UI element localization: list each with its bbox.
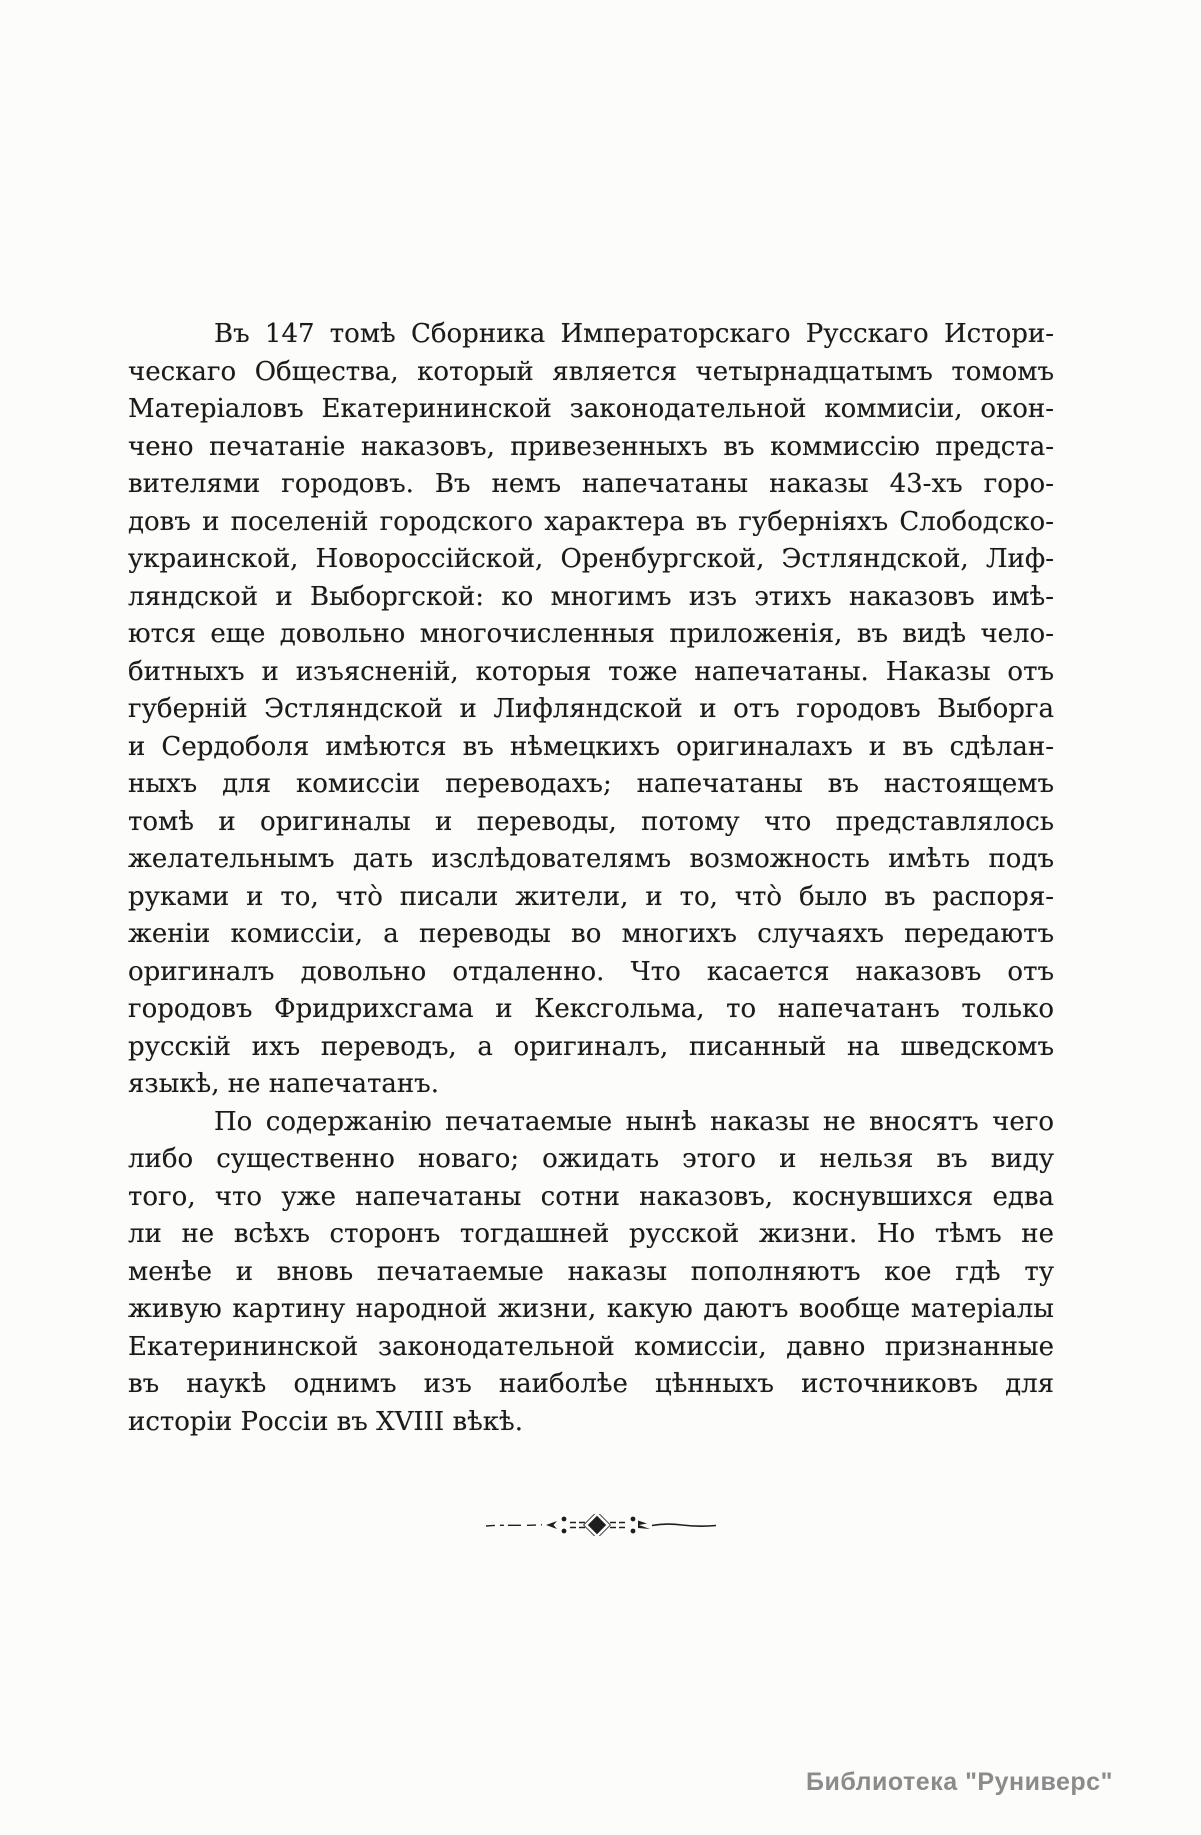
text-line: украинской, Новороссійской, Оренбургской, Эстляндской, Лиф- [128,544,1054,574]
text-line: вителями городовъ. Въ немъ напечатаны наказы 43-хъ горо- [128,469,1054,499]
text-line: исторіи Россіи въ XVIII вѣкѣ. [128,1406,523,1437]
printer-flourish-divider-icon [485,1521,717,1540]
text-line: желательнымъ дать изслѣдователямъ возможность имѣть подъ [128,844,1054,874]
text-line: По содержанію печатаемые нынѣ наказы не вносятъ чего [214,1106,1054,1137]
library-watermark: Библиотека "Руниверс" [806,1768,1113,1796]
text-line: ли не всѣхъ сторонъ тогдашней русской жизни. Но тѣмъ не [128,1219,1054,1249]
text-line: либо существенно новаго; ожидать этого и нельзя въ виду [128,1144,1054,1174]
body-text [128,316,1054,1441]
text-line: Матеріаловъ Екатерининской законодательной коммисіи, окон- [128,394,1054,424]
text-line: въ наукѣ однимъ изъ наиболѣе цѣнныхъ источниковъ для [128,1369,1054,1399]
text-line: женіи комиссіи, а переводы во многихъ случаяхъ передаютъ [128,919,1054,949]
section-divider [0,1514,1201,1540]
text-line: русскій ихъ переводъ, а оригиналъ, писанный на шведскомъ [128,1031,1054,1062]
text-line: довъ и поселеній городского характера въ губерніяхъ Слободско- [128,506,1054,537]
text-line: менѣе и вновь печатаемые наказы пополняютъ кое гдѣ ту [128,1256,1054,1287]
text-line: губерній Эстляндской и Лифляндской и отъ городовъ Выборга [128,694,1054,724]
text-line: ныхъ для комиссіи переводахъ; напечатаны въ настоящемъ [128,769,1054,799]
text-line: языкѣ, не напечатанъ. [128,1069,439,1099]
text-line: того, что уже напечатаны сотни наказовъ, коснувшихся едва [128,1181,1054,1212]
text-line: ляндской и Выборгской: ко многимъ изъ этихъ наказовъ имѣ- [128,581,1054,612]
text-line: ческаго Общества, который является четырнадцатымъ томомъ [128,356,1054,387]
text-line: оригиналъ довольно отдаленно. Что касается наказовъ отъ [128,956,1054,987]
text-line: Екатерининской законодательной комиссіи, давно признанные [128,1331,1054,1362]
text-line: и Сердоболя имѣются въ нѣмецкихъ оригиналахъ и въ сдѣлан- [128,731,1054,762]
text-line: Въ 147 томѣ Сборника Императорскаго Русскаго Истори- [214,319,1054,349]
text-line: томѣ и оригиналы и переводы, потому что представлялось [128,806,1054,837]
text-line: ются еще довольно многочисленныя приложенія, въ видѣ чело- [128,619,1054,649]
text-line: живую картину народной жизни, какую даютъ вообще матеріалы [128,1294,1054,1324]
text-line: руками и то, что̀ писали жители, и то, что̀ было въ распоря- [128,881,1054,912]
text-line: городовъ Фридрихсгама и Кексгольма, то напечатанъ только [128,994,1054,1024]
text-line: битныхъ и изъясненій, которыя тоже напечатаны. Наказы отъ [128,656,1054,687]
text-line: чено печатаніе наказовъ, привезенныхъ въ коммиссію предста- [128,431,1054,462]
